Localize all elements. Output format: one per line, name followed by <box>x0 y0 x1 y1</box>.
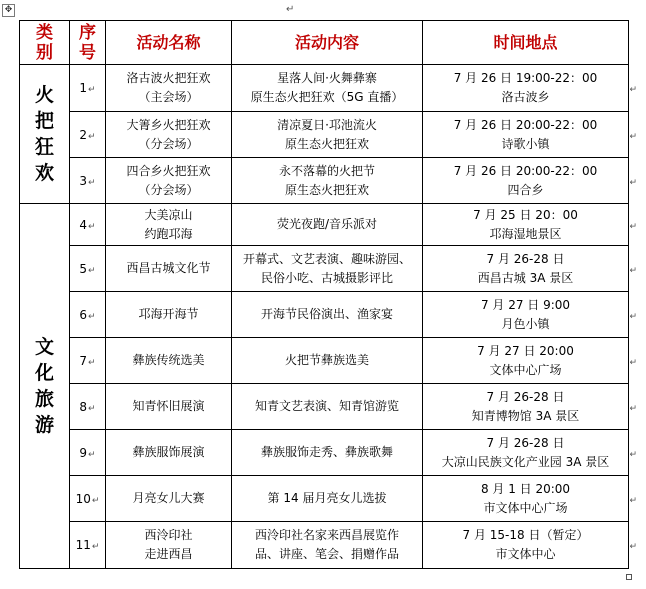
cell-line: 星落人间·火舞彝寨 <box>277 71 377 85</box>
cell-line: 文体中心广场 <box>489 362 562 377</box>
cell-line: 洛古波乡 <box>501 90 550 104</box>
cell-line: 四合乡火把狂欢 <box>126 163 211 178</box>
cell-line: 清凉夏日·邛池流火 <box>277 117 377 132</box>
cell-line: 7 月 26 日 19:00-22：00 <box>453 71 598 85</box>
table-row <box>20 338 629 384</box>
cell-line: 洛古波火把狂欢 <box>126 71 211 85</box>
cell-line: 月亮女儿大赛 <box>132 491 205 505</box>
cell-line: 火把节彝族选美 <box>284 353 369 367</box>
cell-line: 约跑邛海 <box>144 226 193 241</box>
cell-line: 市文体中心 <box>495 547 556 561</box>
table-row <box>20 292 629 338</box>
row-end-mark-icon: ↵ <box>629 542 637 552</box>
cell-line: 原生态火把狂欢 <box>284 136 369 151</box>
cell-line: （主会场） <box>138 90 199 104</box>
time-place-cell <box>423 65 637 112</box>
paragraph-return-mark-icon: ↵ <box>88 449 96 460</box>
cell-line: 大美凉山 <box>144 207 193 222</box>
index-cell <box>70 158 106 204</box>
index-number: 6 <box>79 307 88 322</box>
cell-line: 彝族服饰展演 <box>132 445 205 459</box>
cell-line: 7 月 26-28 日 <box>486 435 565 450</box>
table-row <box>20 65 629 112</box>
index-number: 11 <box>75 538 91 552</box>
activity-name-cell <box>106 522 232 569</box>
activity-content-cell <box>232 65 423 112</box>
cell-line: 彝族服饰走秀、彝族歌舞 <box>260 445 393 459</box>
activity-name-cell <box>106 158 232 204</box>
time-place-cell <box>423 112 637 158</box>
activity-content-cell <box>232 476 423 522</box>
cell-line: 走进西昌 <box>144 547 193 561</box>
cell-line: 荧光夜跑/音乐派对 <box>276 217 378 231</box>
time-place-cell <box>423 158 637 204</box>
cell-line: 开幕式、文艺表演、趣味游园、 <box>242 251 411 266</box>
table-row <box>20 430 629 476</box>
index-number: 2 <box>79 127 88 142</box>
header-time-place: 时间地点 <box>423 21 629 65</box>
header-index: 序 号 <box>70 21 106 65</box>
paragraph-return-mark-icon: ↵ <box>88 131 96 142</box>
cell-line: 西昌古城 3A 景区 <box>477 270 574 285</box>
row-end-mark-icon: ↵ <box>629 85 637 95</box>
index-number: 5 <box>79 261 88 276</box>
cell-line: 永不落幕的火把节 <box>278 163 375 178</box>
time-place-cell <box>423 430 637 476</box>
activity-name-cell <box>106 384 232 430</box>
time-place-cell <box>423 246 637 292</box>
row-end-mark-icon: ↵ <box>629 221 637 232</box>
cell-line: （分会场） <box>138 136 199 151</box>
category-char: 旅 <box>34 388 54 410</box>
cell-line: 7 月 26-28 日 <box>486 389 565 404</box>
index-cell <box>70 384 106 430</box>
cell-line: 7 月 26-28 日 <box>486 251 565 266</box>
activity-content-cell <box>232 522 423 569</box>
row-end-mark-icon: ↵ <box>629 357 637 368</box>
index-number: 3 <box>79 173 88 188</box>
cell-line: 大箐乡火把狂欢 <box>126 117 211 132</box>
time-place-cell <box>423 204 637 246</box>
paragraph-return-mark-icon: ↵ <box>91 542 100 552</box>
cell-line: 市文体中心广场 <box>483 500 568 515</box>
table-header-row <box>20 21 629 65</box>
row-end-mark-icon: ↵ <box>629 265 637 276</box>
cell-line: 西泠印社名家来西昌展览作 <box>254 528 399 542</box>
header-activity-content: 活动内容 <box>232 21 423 65</box>
time-place-cell <box>423 476 637 522</box>
paragraph-return-mark-icon: ↵ <box>88 265 96 276</box>
category-cell <box>20 204 70 569</box>
cell-line: 品、讲座、笔会、捐赠作品 <box>254 547 399 561</box>
cell-line: 原生态火把狂欢（5G 直播） <box>250 90 404 104</box>
cell-line: 7 月 27 日 9:00 <box>480 297 571 312</box>
activity-name-cell <box>106 476 232 522</box>
activity-content-cell <box>232 338 423 384</box>
time-place-cell <box>423 292 637 338</box>
activity-content-cell <box>232 292 423 338</box>
paragraph-return-mark-icon: ↵ <box>88 85 96 95</box>
activity-name-cell <box>106 292 232 338</box>
category-char: 狂 <box>34 136 54 158</box>
paragraph-return-mark-icon: ↵ <box>88 177 96 188</box>
cell-line: 彝族传统选美 <box>132 353 205 367</box>
cell-line: 7 月 27 日 20:00 <box>477 343 574 358</box>
index-cell <box>70 522 106 569</box>
activity-name-cell <box>106 338 232 384</box>
table-row <box>20 384 629 430</box>
activity-content-cell <box>232 384 423 430</box>
cell-line: 大凉山民族文化产业园 3A 景区 <box>441 454 610 469</box>
index-number: 1 <box>79 81 88 95</box>
index-cell <box>70 292 106 338</box>
row-end-mark-icon: ↵ <box>629 177 637 188</box>
category-char: 火 <box>34 84 54 106</box>
index-number: 4 <box>79 217 88 232</box>
index-cell <box>70 246 106 292</box>
time-place-cell <box>423 338 637 384</box>
index-number: 9 <box>79 445 88 460</box>
activity-content-cell <box>232 112 423 158</box>
activity-name-cell <box>106 430 232 476</box>
paragraph-return-mark-icon: ↵ <box>286 4 295 15</box>
paragraph-return-mark-icon: ↵ <box>88 311 96 322</box>
activity-name-cell <box>106 112 232 158</box>
header-category: 类 别 <box>20 21 70 65</box>
cell-line: 7 月 26 日 20:00-22：00 <box>453 163 598 178</box>
cell-line: 四合乡 <box>507 182 544 197</box>
cell-line: 7 月 25 日 20：00 <box>473 207 578 222</box>
activity-content-cell <box>232 204 423 246</box>
table-row <box>20 158 629 204</box>
index-cell <box>70 476 106 522</box>
index-cell <box>70 338 106 384</box>
paragraph-return-mark-icon: ↵ <box>88 403 96 414</box>
category-char: 文 <box>34 336 54 358</box>
activity-content-cell <box>232 246 423 292</box>
cell-line: 知青文艺表演、知青馆游览 <box>254 399 399 413</box>
table-row <box>20 246 629 292</box>
cell-line: 邛海湿地景区 <box>489 226 562 241</box>
table-row <box>20 112 629 158</box>
category-char: 游 <box>34 414 54 436</box>
activity-name-cell <box>106 65 232 112</box>
row-end-mark-icon: ↵ <box>629 131 637 142</box>
table-row <box>20 476 629 522</box>
cell-line: 知青博物馆 3A 景区 <box>471 408 580 423</box>
cell-line: 西昌古城文化节 <box>126 261 211 275</box>
cell-line: 民俗小吃、古城摄影评比 <box>260 270 393 285</box>
table-row <box>20 522 629 569</box>
category-char: 把 <box>34 110 54 132</box>
paragraph-return-mark-icon: ↵ <box>91 495 100 506</box>
cell-line: 原生态火把狂欢 <box>284 182 369 197</box>
index-number: 7 <box>79 353 88 368</box>
row-end-mark-icon: ↵ <box>629 495 637 506</box>
activity-content-cell <box>232 430 423 476</box>
row-end-mark-icon: ↵ <box>629 403 637 414</box>
paragraph-return-mark-icon: ↵ <box>88 357 96 368</box>
cell-line: 月色小镇 <box>501 316 550 331</box>
table-move-handle-icon[interactable]: ✥ <box>2 4 15 17</box>
cell-line: 知青怀旧展演 <box>132 399 205 413</box>
index-number: 10 <box>75 491 91 506</box>
cell-line: 邛海开海节 <box>138 307 199 321</box>
cell-line: 8 月 1 日 20:00 <box>480 481 571 496</box>
cell-line: （分会场） <box>138 182 199 197</box>
cell-line: 开海节民俗演出、渔家宴 <box>260 307 393 321</box>
index-cell <box>70 65 106 112</box>
cell-line: 7 月 26 日 20:00-22：00 <box>453 117 598 132</box>
index-cell <box>70 430 106 476</box>
cell-line: 诗歌小镇 <box>501 136 550 151</box>
cell-line: 西泠印社 <box>144 528 193 542</box>
time-place-cell <box>423 522 637 569</box>
index-cell <box>70 204 106 246</box>
index-number: 8 <box>79 399 88 414</box>
paragraph-return-mark-icon: ↵ <box>88 221 96 232</box>
cell-line: 第 14 届月亮女儿选拔 <box>267 491 387 505</box>
activity-content-cell <box>232 158 423 204</box>
table-row <box>20 204 629 246</box>
row-end-mark-icon: ↵ <box>629 449 637 460</box>
index-cell <box>70 112 106 158</box>
activity-name-cell <box>106 246 232 292</box>
cell-line: 7 月 15-18 日（暂定） <box>462 528 589 542</box>
activity-schedule-table <box>19 20 637 569</box>
header-activity-name: 活动名称 <box>106 21 232 65</box>
time-place-cell <box>423 384 637 430</box>
activity-name-cell <box>106 204 232 246</box>
category-char: 欢 <box>34 162 54 184</box>
category-char: 化 <box>34 362 54 384</box>
row-end-mark-icon: ↵ <box>629 311 637 322</box>
category-cell <box>20 65 70 204</box>
table-resize-handle-icon[interactable] <box>626 574 632 580</box>
